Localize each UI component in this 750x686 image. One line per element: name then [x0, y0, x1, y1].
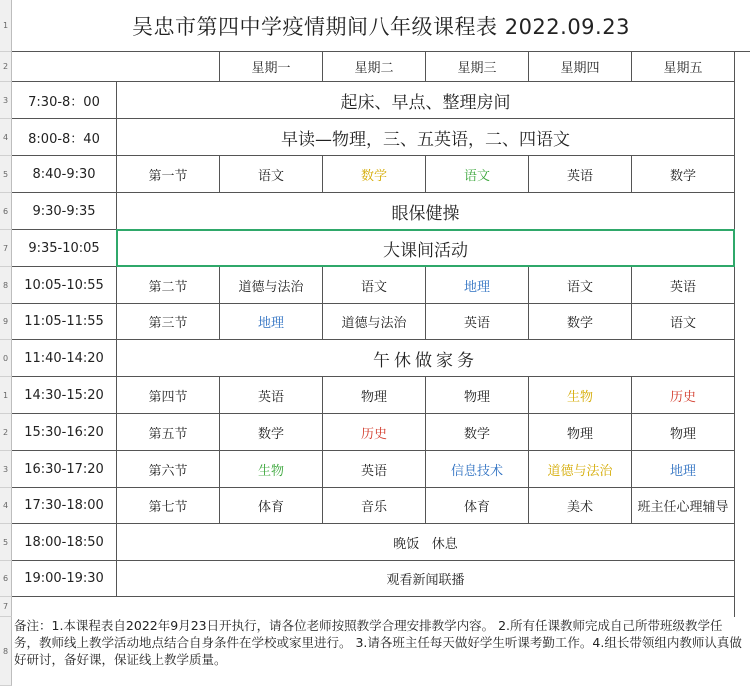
class-cell: 地理 [220, 304, 323, 340]
time-cell: 10:05-10:55 [12, 267, 117, 304]
time-cell: 8:00-8：40 [12, 119, 117, 156]
class-cell: 生物 [220, 451, 323, 488]
class-cell: 物理 [426, 377, 529, 414]
header-day-mon: 星期一 [220, 52, 323, 82]
class-cell: 物理 [323, 377, 426, 414]
page-title: 吴忠市第四中学疫情期间八年级课程表 2022.09.23 [12, 0, 750, 52]
time-cell: 11:40-14:20 [12, 340, 117, 377]
class-cell: 英语 [632, 267, 735, 304]
class-cell: 班主任心理辅导 [632, 488, 735, 524]
time-cell: 9:35-10:05 [12, 230, 117, 267]
class-cell: 体育 [426, 488, 529, 524]
period-cell: 第四节 [117, 377, 220, 414]
row-number: 1 [0, 0, 12, 52]
class-cell: 地理 [632, 451, 735, 488]
merged-activity-cell: 大课间活动 [117, 230, 735, 267]
merged-activity-cell: 午休做家务 [117, 340, 735, 377]
merged-activity-cell: 晚饭 休息 [117, 524, 735, 561]
row-number: 6 [0, 561, 12, 597]
row-number: 5 [0, 524, 12, 561]
time-cell: 17:30-18:00 [12, 488, 117, 524]
row-number: 3 [0, 451, 12, 488]
period-cell: 第一节 [117, 156, 220, 193]
header-day-fri: 星期五 [632, 52, 735, 82]
period-cell: 第七节 [117, 488, 220, 524]
header-day-wed: 星期三 [426, 52, 529, 82]
row-number: 4 [0, 119, 12, 156]
merged-activity-cell: 起床、早点、整理房间 [117, 82, 735, 119]
merged-activity-cell: 观看新闻联播 [117, 561, 735, 597]
class-cell: 道德与法治 [220, 267, 323, 304]
class-cell: 数学 [426, 414, 529, 451]
remarks-note: 备注：1.本课程表自2022年9月23日开执行，请各位老师按照教学合理安排教学内容。 2.所有任课教师完成自己所带班级教学任务，教师线上教学活动地点结合自身条件在学校或家里进行。 3.请各班主任每天做好学生听课考勤工作。4.组长带领组内教师认真做好研讨，备好课，保证线上教学质量。 [14, 618, 742, 667]
row-number: 5 [0, 156, 12, 193]
class-cell: 英语 [323, 451, 426, 488]
class-cell: 道德与法治 [529, 451, 632, 488]
class-cell: 音乐 [323, 488, 426, 524]
merged-activity-cell: 眼保健操 [117, 193, 735, 230]
class-cell: 英语 [426, 304, 529, 340]
time-cell: 18:00-18:50 [12, 524, 117, 561]
class-cell: 数学 [632, 156, 735, 193]
class-cell: 语文 [426, 156, 529, 193]
class-cell: 语文 [323, 267, 426, 304]
time-cell: 11:05-11:55 [12, 304, 117, 340]
time-cell: 15:30-16:20 [12, 414, 117, 451]
class-cell: 道德与法治 [323, 304, 426, 340]
row-number: 7 [0, 597, 12, 617]
header-blank [117, 52, 220, 82]
class-cell: 数学 [323, 156, 426, 193]
period-cell: 第二节 [117, 267, 220, 304]
time-cell: 7:30-8：00 [12, 82, 117, 119]
row-number: 2 [0, 52, 12, 82]
time-cell: 9:30-9:35 [12, 193, 117, 230]
row-number: 9 [0, 304, 12, 340]
period-cell: 第六节 [117, 451, 220, 488]
row-number: 2 [0, 414, 12, 451]
row-number: 4 [0, 488, 12, 524]
header-blank [12, 52, 117, 82]
class-cell: 体育 [220, 488, 323, 524]
class-cell: 地理 [426, 267, 529, 304]
time-cell: 8:40-9:30 [12, 156, 117, 193]
class-cell: 数学 [529, 304, 632, 340]
time-cell: 16:30-17:20 [12, 451, 117, 488]
row-number: 8 [0, 617, 12, 686]
class-cell: 物理 [529, 414, 632, 451]
merged-activity-cell: 早读—物理，三、五英语，二、四语文 [117, 119, 735, 156]
class-cell: 英语 [220, 377, 323, 414]
class-cell: 语文 [632, 304, 735, 340]
class-cell: 语文 [529, 267, 632, 304]
time-cell: 14:30-15:20 [12, 377, 117, 414]
blank-row [12, 597, 735, 617]
class-cell: 历史 [323, 414, 426, 451]
class-cell: 物理 [632, 414, 735, 451]
class-cell: 数学 [220, 414, 323, 451]
header-day-tue: 星期二 [323, 52, 426, 82]
row-number: 0 [0, 340, 12, 377]
header-day-thu: 星期四 [529, 52, 632, 82]
period-cell: 第三节 [117, 304, 220, 340]
class-cell: 美术 [529, 488, 632, 524]
time-cell: 19:00-19:30 [12, 561, 117, 597]
class-cell: 信息技术 [426, 451, 529, 488]
row-number: 6 [0, 193, 12, 230]
class-cell: 语文 [220, 156, 323, 193]
class-cell: 生物 [529, 377, 632, 414]
period-cell: 第五节 [117, 414, 220, 451]
row-number: 3 [0, 82, 12, 119]
row-number: 1 [0, 377, 12, 414]
class-cell: 历史 [632, 377, 735, 414]
row-number: 7 [0, 230, 12, 267]
row-number: 8 [0, 267, 12, 304]
class-cell: 英语 [529, 156, 632, 193]
